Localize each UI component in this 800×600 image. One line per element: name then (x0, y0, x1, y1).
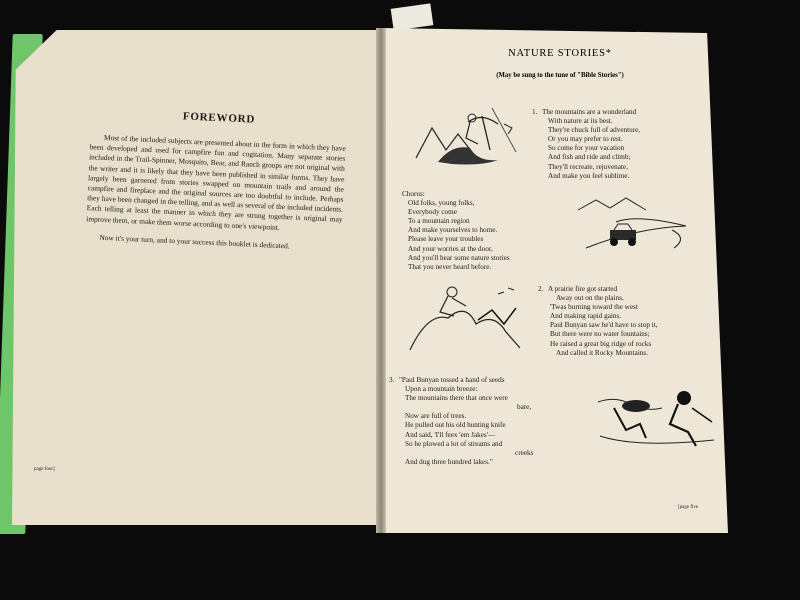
foreword-paragraph-2: Now it's your turn, and to your success this booklet is dedicated. (99, 232, 290, 251)
verse-1-line: They'll recreate, rejuvenate, (548, 162, 628, 171)
left-page (12, 30, 384, 525)
verse-2-line: A prairie fire got started (548, 285, 618, 293)
chorus-line: And make yourselves to home. (408, 226, 498, 235)
page-subtitle: (May be sung to the tune of "Bible Stories") (496, 72, 624, 79)
verse-2-line: And making rapid gains. (550, 312, 622, 321)
verse-3-line: The mountains there that once were (405, 394, 508, 403)
verse-1-line: Or you may prefer to rest. (548, 135, 623, 144)
verse-2-line: But there were no water fountains; (550, 330, 650, 339)
verse-2-line: Away out on the plains, (556, 294, 624, 303)
verse-1-line: And fish and ride and climb; (548, 153, 631, 162)
page-title: NATURE STORIES* (508, 48, 612, 59)
chorus-line: Old folks, young folks, (408, 199, 475, 208)
right-folio: [page five (678, 505, 699, 510)
paper-scrap (391, 3, 434, 30)
verse-3-line: Upon a mountain breeze: (405, 385, 478, 394)
chorus (402, 190, 510, 272)
verse-3-line: bare, (517, 403, 532, 412)
verse-1-line: So come for your vacation (548, 144, 625, 153)
verse-2-line: 'Twas burning toward the west (550, 303, 638, 312)
book-gutter (376, 28, 386, 533)
verse-3-line: creeks (515, 448, 534, 457)
chorus-line: And your worries at the door, (408, 244, 493, 253)
left-folio: page four] (34, 467, 55, 472)
verse-2-number: 2. (538, 285, 544, 293)
verse-1 (532, 108, 640, 181)
car-illustration (576, 196, 696, 258)
verse-2-line: And called it Rocky Mountains. (556, 348, 649, 357)
chorus-line: And you'll hear some nature stories (408, 253, 510, 262)
verse-1-line: The mountains are a wonderland (542, 108, 637, 116)
verse-2-line: Paul Bunyan saw he'd have to stop it, (550, 321, 658, 330)
verse-3 (389, 376, 533, 467)
chorus-line: Everybody come (408, 208, 457, 217)
chorus-line: To a mountain region (408, 217, 470, 226)
chorus-label: Chorus: (402, 190, 425, 198)
fisherman-illustration (412, 104, 524, 166)
verse-1-line: And make you feel sublime. (548, 171, 630, 180)
verse-1-line: With nature at its best. (548, 117, 613, 126)
verse-1-number: 1. (532, 108, 538, 116)
verse-3-line: And said, 'I'll feex 'em Jakes'— (405, 430, 496, 439)
verse-2-line: He raised a great big ridge of rocks (550, 339, 652, 348)
chorus-line: Please leave your troubles (408, 235, 484, 244)
giant-illustration (408, 282, 526, 354)
foreword-paragraph-1: Most of the included subjects are presented about in the form in which they have been developed and used for campfire fun and cogitation. Many separate stories included in the Trail-Spinner, Mosquito, Bear, and Ranch groups are not original with the writer and it is likely that they have been published in similar forms. They have largely been garnered from stories swapped on mountain trails and around the campfire and fireplace and the original sources are too doubtful to include. Perhaps they have been changed in the telling, and as well as several of the included incidents. Each telling at least the manner in which they are strung together is original may improve them, or make them worse according to one's viewpoint. (86, 132, 346, 232)
verse-3-line: And dug three hundred lakes." (405, 457, 493, 466)
verse-1-line: They're chuck full of adventure, (548, 126, 641, 135)
verse-3-line: He pulled out his old hunting knife (405, 421, 506, 430)
foreword-heading: FOREWORD (182, 110, 256, 126)
plowing-illustration (596, 378, 720, 450)
verse-3-line: Now are full of trees. (405, 412, 467, 421)
verse-3-line: So he plowed a lot of streams and (405, 439, 503, 448)
verse-3-line: "Paul Bunyan tossed a hand of seeds (399, 376, 505, 384)
verse-2 (538, 285, 658, 358)
chorus-line: That you never heard before. (408, 262, 492, 271)
verse-3-number: 3. (389, 376, 395, 384)
foreword-section (85, 106, 347, 261)
